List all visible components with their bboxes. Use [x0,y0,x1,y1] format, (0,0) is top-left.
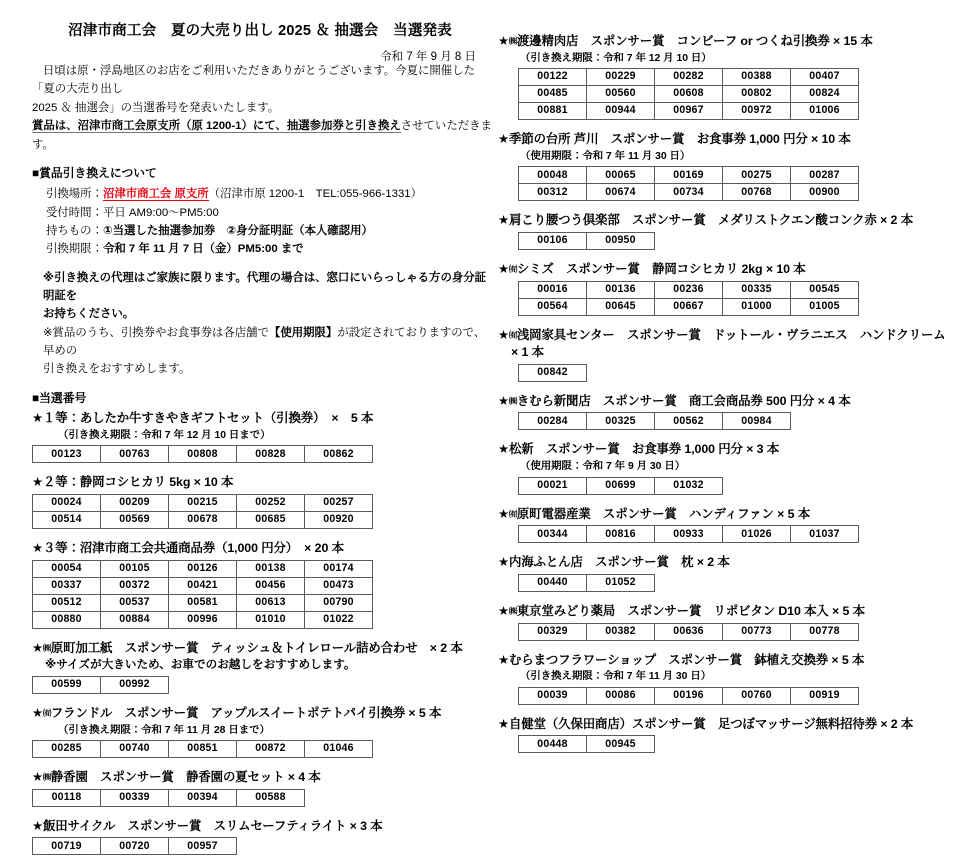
winning-number-cell: 00613 [237,594,305,611]
winning-number-cell: 00275 [723,167,791,184]
winning-number-cell: 00816 [587,526,655,543]
prize-deadline-note: （使用期限：令和 7 年 11 月 30 日） [520,150,691,162]
winning-number-cell: 00284 [519,413,587,430]
exchange-place-label: 引換場所： [46,188,103,201]
prize-block [32,474,494,529]
winning-number-cell: 00236 [655,281,723,298]
winning-number-cell: 00196 [655,687,723,704]
winning-number-cell: 00448 [519,736,587,753]
winning-number-cell: 00636 [655,623,723,640]
prize-title-text: 東京堂みどり薬局 スポンサー賞 リポビタン D10 本入 × 5 本 [516,603,865,618]
intro-line-3-rest: させていただきます。 [32,120,492,151]
winning-number-cell: 00372 [101,577,169,594]
winning-number-cell: 00950 [587,233,655,250]
winning-number-cell: 00678 [169,511,237,528]
winning-number-cell: 01026 [723,526,791,543]
winning-number-cell: 00920 [305,511,373,528]
winning-numbers-table [518,68,859,120]
prize-star-icon: ★ [32,640,44,655]
winning-number-cell: 00054 [33,560,101,577]
winning-number-cell: 00312 [519,184,587,201]
prize-title: ★１等：あしたか牛すきやきギフトセット（引換券） × 5 本 [32,411,374,426]
winning-numbers-table [32,445,373,463]
exchange-hours-line: 受付時間：平日 AM9:00～PM5:00 [46,206,219,219]
winning-number-cell: 00065 [587,167,655,184]
winning-number-cell: 00881 [519,103,587,120]
winning-number-cell: 00106 [519,233,587,250]
prize-block [32,705,494,758]
note-2-line-1 [43,324,494,361]
table-row [519,736,655,753]
winning-number-cell: 00945 [587,736,655,753]
winning-number-cell: 00919 [791,687,859,704]
winning-number-cell: 00599 [33,676,101,693]
prize-title-text: 渡邊精肉店 スポンサー賞 コンビーフ or つくね引換券 × 15 本 [516,34,873,48]
table-row [519,184,859,201]
prize-title-text: きむら新聞店 スポンサー賞 商工会商品券 500 円分 × 4 本 [516,393,851,408]
table-row [33,594,373,611]
company-type-mark: ㈲ [43,707,51,718]
winning-number-cell: 00862 [305,446,373,463]
winning-number-cell: 00123 [33,446,101,463]
prize-deadline-note: （使用期限：令和 7 年 9 月 30 日） [520,461,686,473]
winning-number-cell: 00790 [305,594,373,611]
winning-number-cell: 00900 [791,184,859,201]
winning-number-cell: 00581 [169,594,237,611]
prize-title-text: 浅岡家具センター スポンサー賞 ドットール・ヴラニエス ハンドクリーム [516,327,946,342]
exchange-section-heading: ■賞品引き換えについて [32,166,157,181]
winning-number-cell: 00719 [33,838,101,855]
winning-number-cell: 00282 [655,69,723,86]
prize-title: ★肩こり腰つう倶楽部 スポンサー賞 メダリストクエン酸コンク赤 × 2 本 [498,213,913,228]
winning-number-cell: 00740 [101,741,169,758]
winning-number-cell: 00048 [519,167,587,184]
winning-number-cell: 00229 [587,69,655,86]
winning-numbers-table [32,494,373,529]
winning-number-cell: 00608 [655,86,723,103]
prize-title: ★内海ふとん店 スポンサー賞 枕 × 2 本 [498,555,730,570]
table-row [519,69,859,86]
intro-line-3-bold: 賞品は、沼津市商工会原支所（原 1200-1）にて、抽選参加券と引き換え [32,120,401,133]
left-prize-list [32,410,494,855]
winning-number-cell: 00257 [305,494,373,511]
winning-number-cell: 01046 [305,741,373,758]
winning-number-cell: 00136 [587,281,655,298]
winning-number-cell: 00215 [169,494,237,511]
prize-block [32,410,494,463]
table-row [33,676,169,693]
prize-title: ★むらまつフラワーショップ スポンサー賞 鉢植え交換券 × 5 本 [498,652,865,667]
note-1-line-1: ※引き換えの代理はご家族に限ります。代理の場合は、窓口にいらっしゃる方の身分証明証を [43,271,487,303]
table-row [519,281,859,298]
table-row [519,623,859,640]
winning-numbers-table [518,525,859,543]
prize-title-text: フランドル スポンサー賞 アップルスイートポテトパイ引換券 × 5 本 [50,705,442,720]
prize-deadline-note: （引き換え期限：令和 7 年 11 月 30 日） [520,671,712,683]
winning-numbers-table [32,560,373,629]
table-row [519,103,859,120]
winning-number-cell: 00944 [587,103,655,120]
table-row [33,611,373,628]
note-2-line-2: 引き換えをおすすめします。 [43,363,191,376]
publication-date: 令和 7 年 9 月 8 日 [380,50,476,63]
company-type-mark: ㈱ [509,395,517,406]
intro-paragraph [32,62,494,154]
prize-title: ★季節の台所 芦川 スポンサー賞 お食事券 1,000 円分 × 10 本 [498,132,851,147]
winning-number-cell: 00344 [519,526,587,543]
winning-number-cell: 00768 [723,184,791,201]
table-row [33,560,373,577]
winning-number-cell: 00992 [101,676,169,693]
winning-number-cell: 00337 [33,577,101,594]
prize-title-line-2: × 1 本 [511,345,544,360]
winning-numbers-table [518,574,655,592]
winning-number-cell: 00016 [519,281,587,298]
winning-number-cell: 00394 [169,789,237,806]
exchange-place-line [46,185,494,203]
winning-number-cell: 01022 [305,611,373,628]
winning-number-cell: 00763 [101,446,169,463]
winning-number-cell: 01032 [655,477,723,494]
prize-deadline-note: （引き換え期限：令和 7 年 11 月 28 日まで） [58,724,270,736]
winning-number-cell: 00126 [169,560,237,577]
winning-number-cell: 00720 [101,838,169,855]
exchange-deadline-line [46,240,494,258]
prize-deadline-note: （引き換え期限：令和 7 年 12 月 10 日） [520,52,712,64]
winning-number-cell: 00773 [723,623,791,640]
winning-numbers-table [518,687,859,705]
winning-numbers-table [32,789,305,807]
prize-title: ★３等：沼津市商工会共通商品券（1,000 円分） × 20 本 [32,540,344,555]
prize-star-icon: ★ [498,506,510,521]
note-1-line-2: お持ちください。 [43,308,135,321]
left-column [32,62,494,866]
prize-title: ★２等：静岡コシヒカリ 5kg × 10 本 [32,475,234,490]
exchange-bring-value: ①当選した抽選参加券 ②身分証明証（本人確認用） [102,224,373,237]
prize-title: ★自健堂（久保田商店）スポンサー賞 足つぼマッサージ無料招待券 × 2 本 [498,716,914,731]
table-row [519,477,723,494]
winning-number-cell: 00024 [33,494,101,511]
winning-numbers-heading: ■当選番号 [32,391,87,406]
winning-number-cell: 00699 [587,477,655,494]
table-row [519,574,655,591]
winning-number-cell: 00287 [791,167,859,184]
note-2-part-c: が設定されておりますので、早めの [43,326,486,357]
winning-numbers-table [518,412,791,430]
winning-number-cell: 00842 [519,364,587,381]
winning-number-cell: 00335 [723,281,791,298]
prize-block [498,261,960,316]
exchange-bring-label: 持ちもの： [46,224,103,237]
exchange-place-address: （沼津市原 1200-1 TEL:055-966-1331） [208,188,423,201]
winning-number-cell: 01052 [587,574,655,591]
winning-number-cell: 00685 [237,511,305,528]
winning-number-cell: 01010 [237,611,305,628]
winning-number-cell: 01000 [723,298,791,315]
winning-number-cell: 01037 [791,526,859,543]
company-type-mark: ㈲ [509,508,517,519]
winning-number-cell: 00824 [791,86,859,103]
winning-number-cell: 00512 [33,594,101,611]
prize-block [498,131,960,201]
winning-number-cell: 00169 [655,167,723,184]
winning-number-cell: 00967 [655,103,723,120]
winning-numbers-table [518,281,859,316]
winning-number-cell: 00760 [723,687,791,704]
winning-number-cell: 00537 [101,594,169,611]
winning-number-cell: 01005 [791,298,859,315]
intro-line-3 [32,117,494,154]
exchange-deadline-value: 令和 7 年 11 月 7 日（金）PM5:00 まで [102,243,304,256]
winning-number-cell: 00972 [723,103,791,120]
winning-number-cell: 00329 [519,623,587,640]
winning-numbers-table [518,166,859,201]
winning-number-cell: 00880 [33,611,101,628]
winning-number-cell: 00388 [723,69,791,86]
prize-title-text: 原町電器産業 スポンサー賞 ハンディファン × 5 本 [516,506,810,521]
winning-number-cell: 00645 [587,298,655,315]
winning-number-cell: 00933 [655,526,723,543]
table-row [519,86,859,103]
intro-line-1: 日頃は原・浮島地区のお店をご利用いただきありがとうございます。今夏に開催した「夏の大売り出し [32,65,475,96]
winning-number-cell: 00440 [519,574,587,591]
winning-number-cell: 00514 [33,511,101,528]
winning-number-cell: 00778 [791,623,859,640]
intro-line-2: 2025 ＆ 抽選会」の当選番号を発表いたします。 [32,101,280,114]
prize-title [32,705,494,723]
note-2-part-a: ※賞品のうち、引換券やお食事券は各店舗で [43,326,269,339]
winning-number-cell: 00174 [305,560,373,577]
exchange-place-name: 沼津市商工会 原支所 [102,188,209,201]
prize-block [498,327,960,382]
winning-number-cell: 00485 [519,86,587,103]
company-type-mark: ㈱ [43,772,51,783]
winning-number-cell: 00407 [791,69,859,86]
winning-number-cell: 00569 [101,511,169,528]
company-type-mark: ㈲ [509,264,517,275]
winning-number-cell: 00545 [791,281,859,298]
winning-number-cell: 00884 [101,611,169,628]
winning-number-cell: 00473 [305,577,373,594]
prize-title [32,640,494,658]
company-type-mark: ㈱ [509,605,517,616]
winning-numbers-table [518,477,723,495]
prize-title [498,261,960,279]
prize-block [498,441,960,494]
winning-numbers-table [518,735,655,753]
winning-number-cell: 00382 [587,623,655,640]
prize-title [498,603,960,621]
winning-number-cell: 00734 [655,184,723,201]
winning-numbers-table [518,623,859,641]
winning-number-cell: 00828 [237,446,305,463]
prize-deadline-note: （引き換え期限：令和 7 年 12 月 10 日まで） [58,429,271,441]
prize-block [498,554,960,592]
winning-number-cell: 00996 [169,611,237,628]
table-row [519,233,655,250]
winning-number-cell: 00086 [587,687,655,704]
table-row [519,413,791,430]
prize-title: ★飯田サイクル スポンサー賞 スリムセーフティライト × 3 本 [32,818,383,833]
company-type-mark: ㈱ [43,642,51,653]
table-row [519,364,587,381]
winning-number-cell: 00562 [655,413,723,430]
prize-title-text: 原町加工紙 スポンサー賞 ティッシュ＆トイレロール詰め合わせ × 2 本 [50,640,463,655]
winning-number-cell: 00564 [519,298,587,315]
prize-block [32,640,494,694]
prize-title-text: 静香園 スポンサー賞 静香園の夏セット × 4 本 [50,770,321,785]
winning-number-cell: 00138 [237,560,305,577]
winning-number-cell: 00285 [33,741,101,758]
winning-number-cell: 00808 [169,446,237,463]
exchange-deadline-label: 引換期限： [46,243,103,256]
winning-numbers-table [32,740,373,758]
winning-number-cell: 00957 [169,838,237,855]
winning-number-cell: 00667 [655,298,723,315]
prize-star-icon: ★ [498,393,510,408]
winning-number-cell: 00984 [723,413,791,430]
table-row [519,526,859,543]
prize-title [498,33,960,51]
prize-block [498,716,960,754]
winning-numbers-table [32,676,169,694]
page-title: 沼津市商工会 夏の大売り出し 2025 ＆ 抽選会 当選発表 [68,23,452,39]
prize-block [498,652,960,705]
prize-star-icon: ★ [498,34,510,48]
table-row [33,741,373,758]
winning-number-cell: 00421 [169,577,237,594]
prize-title [498,327,960,345]
prize-block [498,33,960,120]
winning-number-cell: 00039 [519,687,587,704]
prize-note: ※サイズが大きいため、お車でのお越しをおすすめします。 [45,658,356,672]
winning-number-cell: 00339 [101,789,169,806]
exchange-info-list [32,185,494,259]
winning-number-cell: 00872 [237,741,305,758]
winning-numbers-table [32,837,237,855]
table-row [519,167,859,184]
prize-star-icon: ★ [498,603,510,618]
prize-star-icon: ★ [498,327,510,342]
prize-title [498,506,960,524]
exchange-bring-line [46,222,494,240]
winning-number-cell: 00252 [237,494,305,511]
winning-number-cell: 00105 [101,560,169,577]
table-row [33,838,237,855]
table-row [33,494,373,511]
winning-number-cell: 00021 [519,477,587,494]
winning-number-cell: 00560 [587,86,655,103]
winning-number-cell: 00122 [519,69,587,86]
table-row [33,446,373,463]
prize-block [498,603,960,641]
winning-number-cell: 00209 [101,494,169,511]
prize-title [498,393,960,411]
prize-title: ★松新 スポンサー賞 お食事券 1,000 円分 × 3 本 [498,442,780,457]
winning-number-cell: 00456 [237,577,305,594]
winning-number-cell: 00118 [33,789,101,806]
winning-number-cell: 00325 [587,413,655,430]
prize-star-icon: ★ [32,705,44,720]
prize-star-icon: ★ [498,262,510,277]
winning-number-cell: 00674 [587,184,655,201]
right-prize-list [498,33,960,753]
winning-number-cell: 01006 [791,103,859,120]
table-row [33,511,373,528]
winning-number-cell: 00802 [723,86,791,103]
winning-number-cell: 00588 [237,789,305,806]
table-row [519,687,859,704]
prize-title [32,769,494,787]
prize-star-icon: ★ [32,770,44,785]
notes-block [32,269,494,379]
winning-numbers-table [518,232,655,250]
table-row [33,577,373,594]
winning-numbers-table [518,364,587,382]
winning-number-cell: 00851 [169,741,237,758]
table-row [33,789,305,806]
document-header [40,22,480,64]
prize-title-text: シミズ スポンサー賞 静岡コシヒカリ 2kg × 10 本 [516,262,806,277]
prize-block [498,506,960,544]
company-type-mark: ㈱ [509,36,517,46]
prize-block [32,818,494,856]
company-type-mark: ㈲ [509,329,517,340]
prize-block [498,212,960,250]
table-row [519,298,859,315]
prize-block [32,540,494,629]
note-2-part-b: 【使用期限】 [268,326,338,339]
prize-block [498,393,960,431]
right-column [498,33,960,764]
prize-block [32,769,494,807]
